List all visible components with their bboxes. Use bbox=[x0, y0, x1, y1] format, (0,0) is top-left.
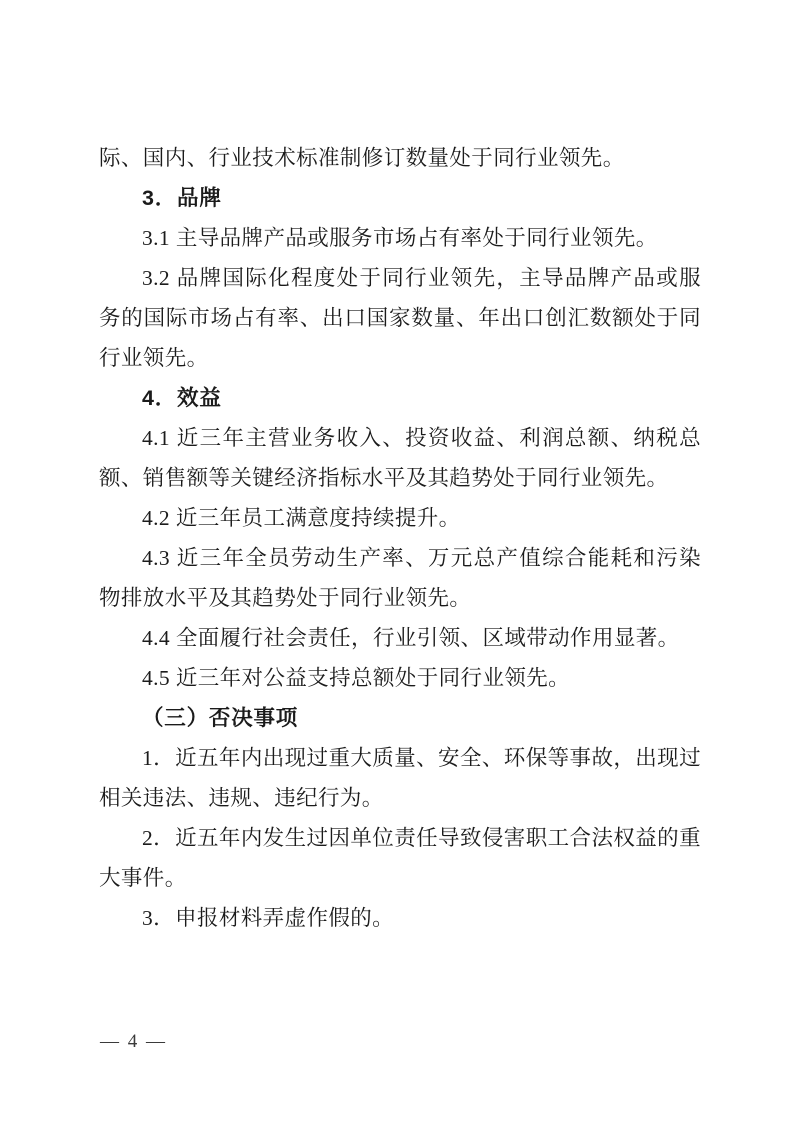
page-number: — 4 — bbox=[100, 1031, 167, 1052]
paragraph-3-1: 3.1 主导品牌产品或服务市场占有率处于同行业领先。 bbox=[142, 226, 658, 250]
paragraph-4-2: 4.2 近三年员工满意度持续提升。 bbox=[142, 506, 461, 530]
section-heading-benefit: 4．效益 bbox=[142, 386, 222, 410]
paragraph-veto-2: 2．近五年内发生过因单位责任导致侵害职工合法权益的重大事件。 bbox=[99, 826, 701, 890]
document-body bbox=[99, 138, 701, 938]
paragraph-4-3: 4.3 近三年全员劳动生产率、万元总产值综合能耗和污染物排放水平及其趋势处于同行业领先。 bbox=[99, 546, 701, 610]
section-heading-veto-items: （三）否决事项 bbox=[142, 706, 299, 730]
paragraph-4-5: 4.5 近三年对公益支持总额处于同行业领先。 bbox=[142, 666, 571, 690]
paragraph-3-2: 3.2 品牌国际化程度处于同行业领先，主导品牌产品或服务的国际市场占有率、出口国家数量、年出口创汇数额处于同行业领先。 bbox=[99, 266, 701, 370]
paragraph-veto-1: 1．近五年内出现过重大质量、安全、环保等事故，出现过相关违法、违规、违纪行为。 bbox=[99, 746, 701, 810]
paragraph-4-4: 4.4 全面履行社会责任，行业引领、区域带动作用显著。 bbox=[142, 626, 680, 650]
paragraph-continuation: 际、国内、行业技术标准制修订数量处于同行业领先。 bbox=[99, 146, 625, 170]
section-heading-brand: 3．品牌 bbox=[142, 186, 222, 210]
paragraph-veto-3: 3．申报材料弄虚作假的。 bbox=[142, 906, 395, 930]
paragraph-4-1: 4.1 近三年主营业务收入、投资收益、利润总额、纳税总额、销售额等关键经济指标水平及其趋势处于同行业领先。 bbox=[99, 426, 701, 490]
